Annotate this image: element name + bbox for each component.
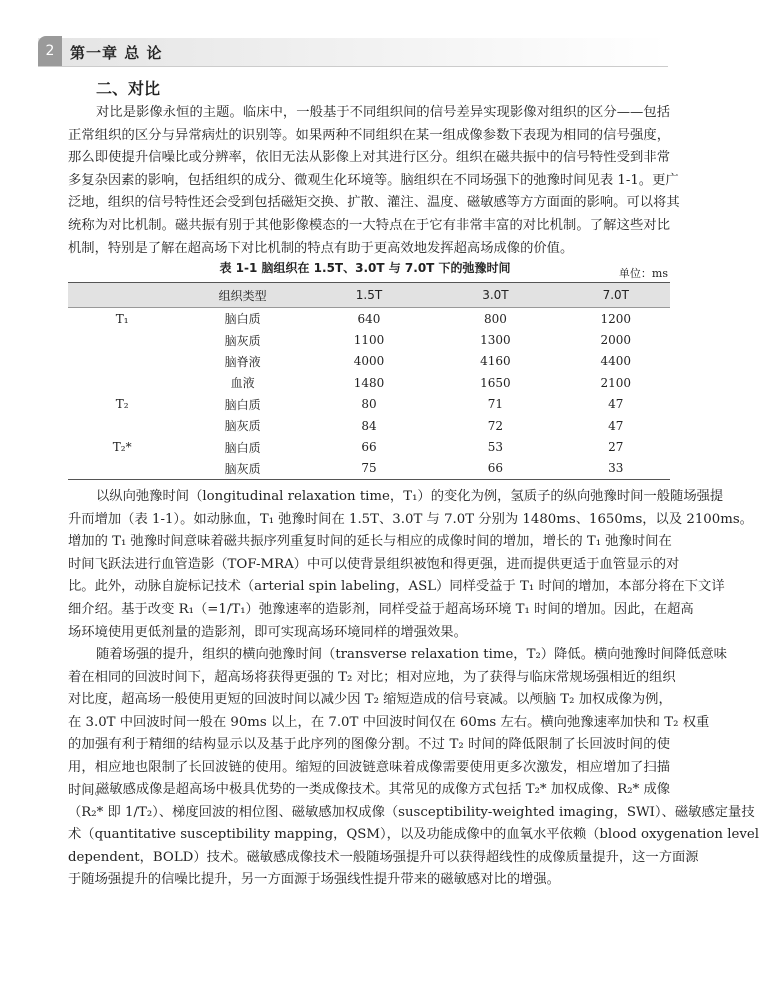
table-cell: 4160 bbox=[480, 354, 511, 369]
table-cell: 75 bbox=[361, 461, 377, 476]
table-cell: 33 bbox=[608, 461, 624, 476]
table-row bbox=[68, 415, 670, 436]
text-line: 磁敏感成像是超高场中极具优势的一类成像技术。其常见的成像方式包括 T₂* 加权成像、R₂* 成像 bbox=[96, 782, 671, 797]
table-cell: 4000 bbox=[353, 354, 385, 369]
text-line: 泛地，组织的信号特性还会受到包括磁矩交换、扩散、灌注、温度、磁敏感等方方面面的影响。可以将其 bbox=[68, 195, 680, 211]
text-line: 时间。 bbox=[68, 782, 108, 798]
table-cell: 脑白质 bbox=[224, 312, 261, 327]
column-header: 3.0T bbox=[429, 283, 561, 308]
table-cell: 1480 bbox=[353, 375, 385, 390]
text-line: 以纵向弛豫时间（longitudinal relaxation time，T₁）的变化为例，氢质子的纵向弛豫时间一般随场强提 bbox=[96, 489, 724, 504]
table-cell bbox=[68, 415, 176, 436]
text-line: 多复杂因素的影响，包括组织的成分、微观生化环境等。脑组织在不同场强下的弛豫时间见表 1-1。更广 bbox=[68, 172, 679, 188]
text-line: 升而增加（表 1-1）。如动脉血，T₁ 弛豫时间在 1.5T、3.0T 与 7.0T 分别为 1480ms、1650ms，以及 2100ms。 bbox=[68, 511, 753, 527]
text-line: 着在相同的回波时间下，超高场将获得更强的 T₂ 对比；相对应地，为了获得与临床常规场强相近的组织 bbox=[68, 669, 676, 685]
paragraph-4 bbox=[68, 779, 759, 892]
column-header: 7.0T bbox=[562, 283, 670, 308]
table-caption: 表 1-1 脑组织在 1.5T、3.0T 与 7.0T 下的弛豫时间 bbox=[219, 261, 511, 275]
text-line: 机制，特别是了解在超高场下对比机制的特点有助于更高效地发挥超高场成像的价值。 bbox=[68, 240, 574, 256]
table-cell bbox=[68, 458, 176, 480]
table-row bbox=[68, 394, 670, 415]
text-line: 随着场强的提升，组织的横向弛豫时间（transverse relaxation time，T₂）降低。横向弛豫时间降低意味 bbox=[96, 647, 727, 662]
table-cell: 1300 bbox=[480, 333, 511, 348]
table-row bbox=[68, 372, 670, 393]
table-cell: 脑灰质 bbox=[224, 419, 261, 434]
table-cell: 2100 bbox=[600, 375, 632, 390]
table-cell: 脑白质 bbox=[224, 397, 261, 412]
text-line: 细介绍。基于改变 R₁（=1/T₁）弛豫速率的造影剂，同样受益于超高场环境 T₁ 时间的增加。因此，在超高 bbox=[68, 601, 694, 617]
text-line: 在 3.0T 中回波时间一般在 90ms 以上，在 7.0T 中回波时间仅在 60ms 左右。横向弛豫速率加快和 T₂ 权重 bbox=[68, 714, 710, 730]
table-row bbox=[68, 436, 670, 457]
page-number: 2 bbox=[38, 36, 62, 66]
table-cell: 1100 bbox=[353, 333, 385, 348]
table-cell: 脑灰质 bbox=[224, 461, 261, 476]
paragraph-1 bbox=[68, 102, 680, 260]
table-row bbox=[68, 308, 670, 330]
table-unit: 单位：ms bbox=[618, 267, 668, 280]
table-cell: 47 bbox=[608, 418, 624, 433]
text-line: 的加强有利于精细的结构显示以及基于此序列的图像分割。不过 T₂ 时间的降低限制了长回波时间的使 bbox=[68, 737, 670, 753]
table-cell bbox=[68, 351, 176, 372]
table-cell: 71 bbox=[487, 397, 504, 412]
chapter-title: 第一章 总 论 bbox=[70, 44, 163, 62]
table-cell: 1200 bbox=[600, 311, 632, 326]
table-cell bbox=[68, 372, 176, 393]
relaxation-table bbox=[68, 282, 670, 480]
text-line: dependent，BOLD）技术。磁敏感成像技术一般随场强提升可以获得超线性的成像质量提升，这一方面源 bbox=[68, 849, 699, 865]
table-cell: 80 bbox=[361, 397, 377, 412]
column-header bbox=[68, 283, 176, 308]
column-header: 组织类型 bbox=[176, 283, 308, 308]
table-row bbox=[68, 351, 670, 372]
text-line: 比。此外，动脉自旋标记技术（arterial spin labeling，ASL）同样受益于 T₁ 时间的增加，本部分将在下文详 bbox=[68, 579, 725, 595]
text-line: 于随场强提升的信噪比提升，另一方面源于场强线性提升带来的磁敏感对比的增强。 bbox=[68, 872, 560, 888]
text-line: 用，相应地也限制了长回波链的使用。缩短的回波链意味着成像需要使用更多次激发，相应增加了扫描 bbox=[68, 759, 670, 775]
text-line: 正常组织的区分与异常病灶的识别等。如果两种不同组织在某一组成像参数下表现为相同的信号强度， bbox=[68, 127, 670, 143]
table-header-row bbox=[68, 283, 670, 308]
table-row bbox=[68, 458, 670, 480]
text-line: （R₂* 即 1/T₂）、梯度回波的相位图、磁敏感加权成像（susceptibility-weighted imaging，SWI）、磁敏感定量技 bbox=[68, 804, 755, 820]
table-cell: 47 bbox=[608, 397, 624, 412]
table-cell: 2000 bbox=[600, 333, 632, 348]
column-header: 1.5T bbox=[309, 283, 429, 308]
table-cell: 脑灰质 bbox=[224, 333, 261, 348]
table-cell: 27 bbox=[608, 440, 624, 455]
table-cell: 84 bbox=[361, 418, 377, 433]
table-cell: 640 bbox=[357, 311, 381, 326]
table-row bbox=[68, 329, 670, 350]
table-cell: 1650 bbox=[480, 375, 511, 390]
table-cell bbox=[68, 329, 176, 350]
table-cell: 53 bbox=[487, 440, 504, 455]
text-line: 场环境使用更低剂量的造影剂，即可实现高场环境同样的增强效果。 bbox=[68, 624, 467, 640]
section-title: 二、对比 bbox=[96, 79, 161, 98]
table-cell: 脑脊液 bbox=[224, 354, 261, 369]
table-cell: 800 bbox=[483, 311, 507, 326]
text-line: 统称为对比机制。磁共振有别于其他影像模态的一大特点在于它有非常丰富的对比机制。了解这些对比 bbox=[68, 217, 670, 233]
text-line: 对比是影像永恒的主题。临床中，一般基于不同组织间的信号差异实现影像对组织的区分——包括 bbox=[96, 105, 670, 120]
text-line: 那么即使提升信噪比或分辨率，依旧无法从影像上对其进行区分。组织在磁共振中的信号特性受到非常 bbox=[68, 150, 670, 166]
table-cell: 血液 bbox=[230, 376, 255, 391]
table-cell: 72 bbox=[487, 418, 504, 433]
table-cell: T₂ bbox=[115, 397, 129, 412]
table-cell: 4400 bbox=[600, 354, 632, 369]
text-line: 增加的 T₁ 弛豫时间意味着磁共振序列重复时间的延长与相应的成像时间的增加，增长的 T₁ 弛豫时间在 bbox=[68, 534, 672, 550]
table-cell: 66 bbox=[487, 461, 504, 476]
text-line: 对比度，超高场一般使用更短的回波时间以减少因 T₂ 缩短造成的信号衰减。以颅脑 T₂ 加权成像为例， bbox=[68, 692, 672, 708]
text-line: 术（quantitative susceptibility mapping，QSM），以及功能成像中的血氧水平依赖（blood oxygenation level bbox=[68, 827, 759, 843]
table-cell: 66 bbox=[361, 440, 377, 455]
text-line: 时间飞跃法进行血管造影（TOF-MRA）中可以使背景组织被饱和得更强，进而提供更适于血管显示的对 bbox=[68, 556, 680, 572]
paragraph-2 bbox=[68, 486, 753, 644]
table-cell: 脑白质 bbox=[224, 440, 261, 455]
table-cell: T₁ bbox=[115, 311, 129, 326]
table-cell: T₂* bbox=[112, 440, 132, 455]
